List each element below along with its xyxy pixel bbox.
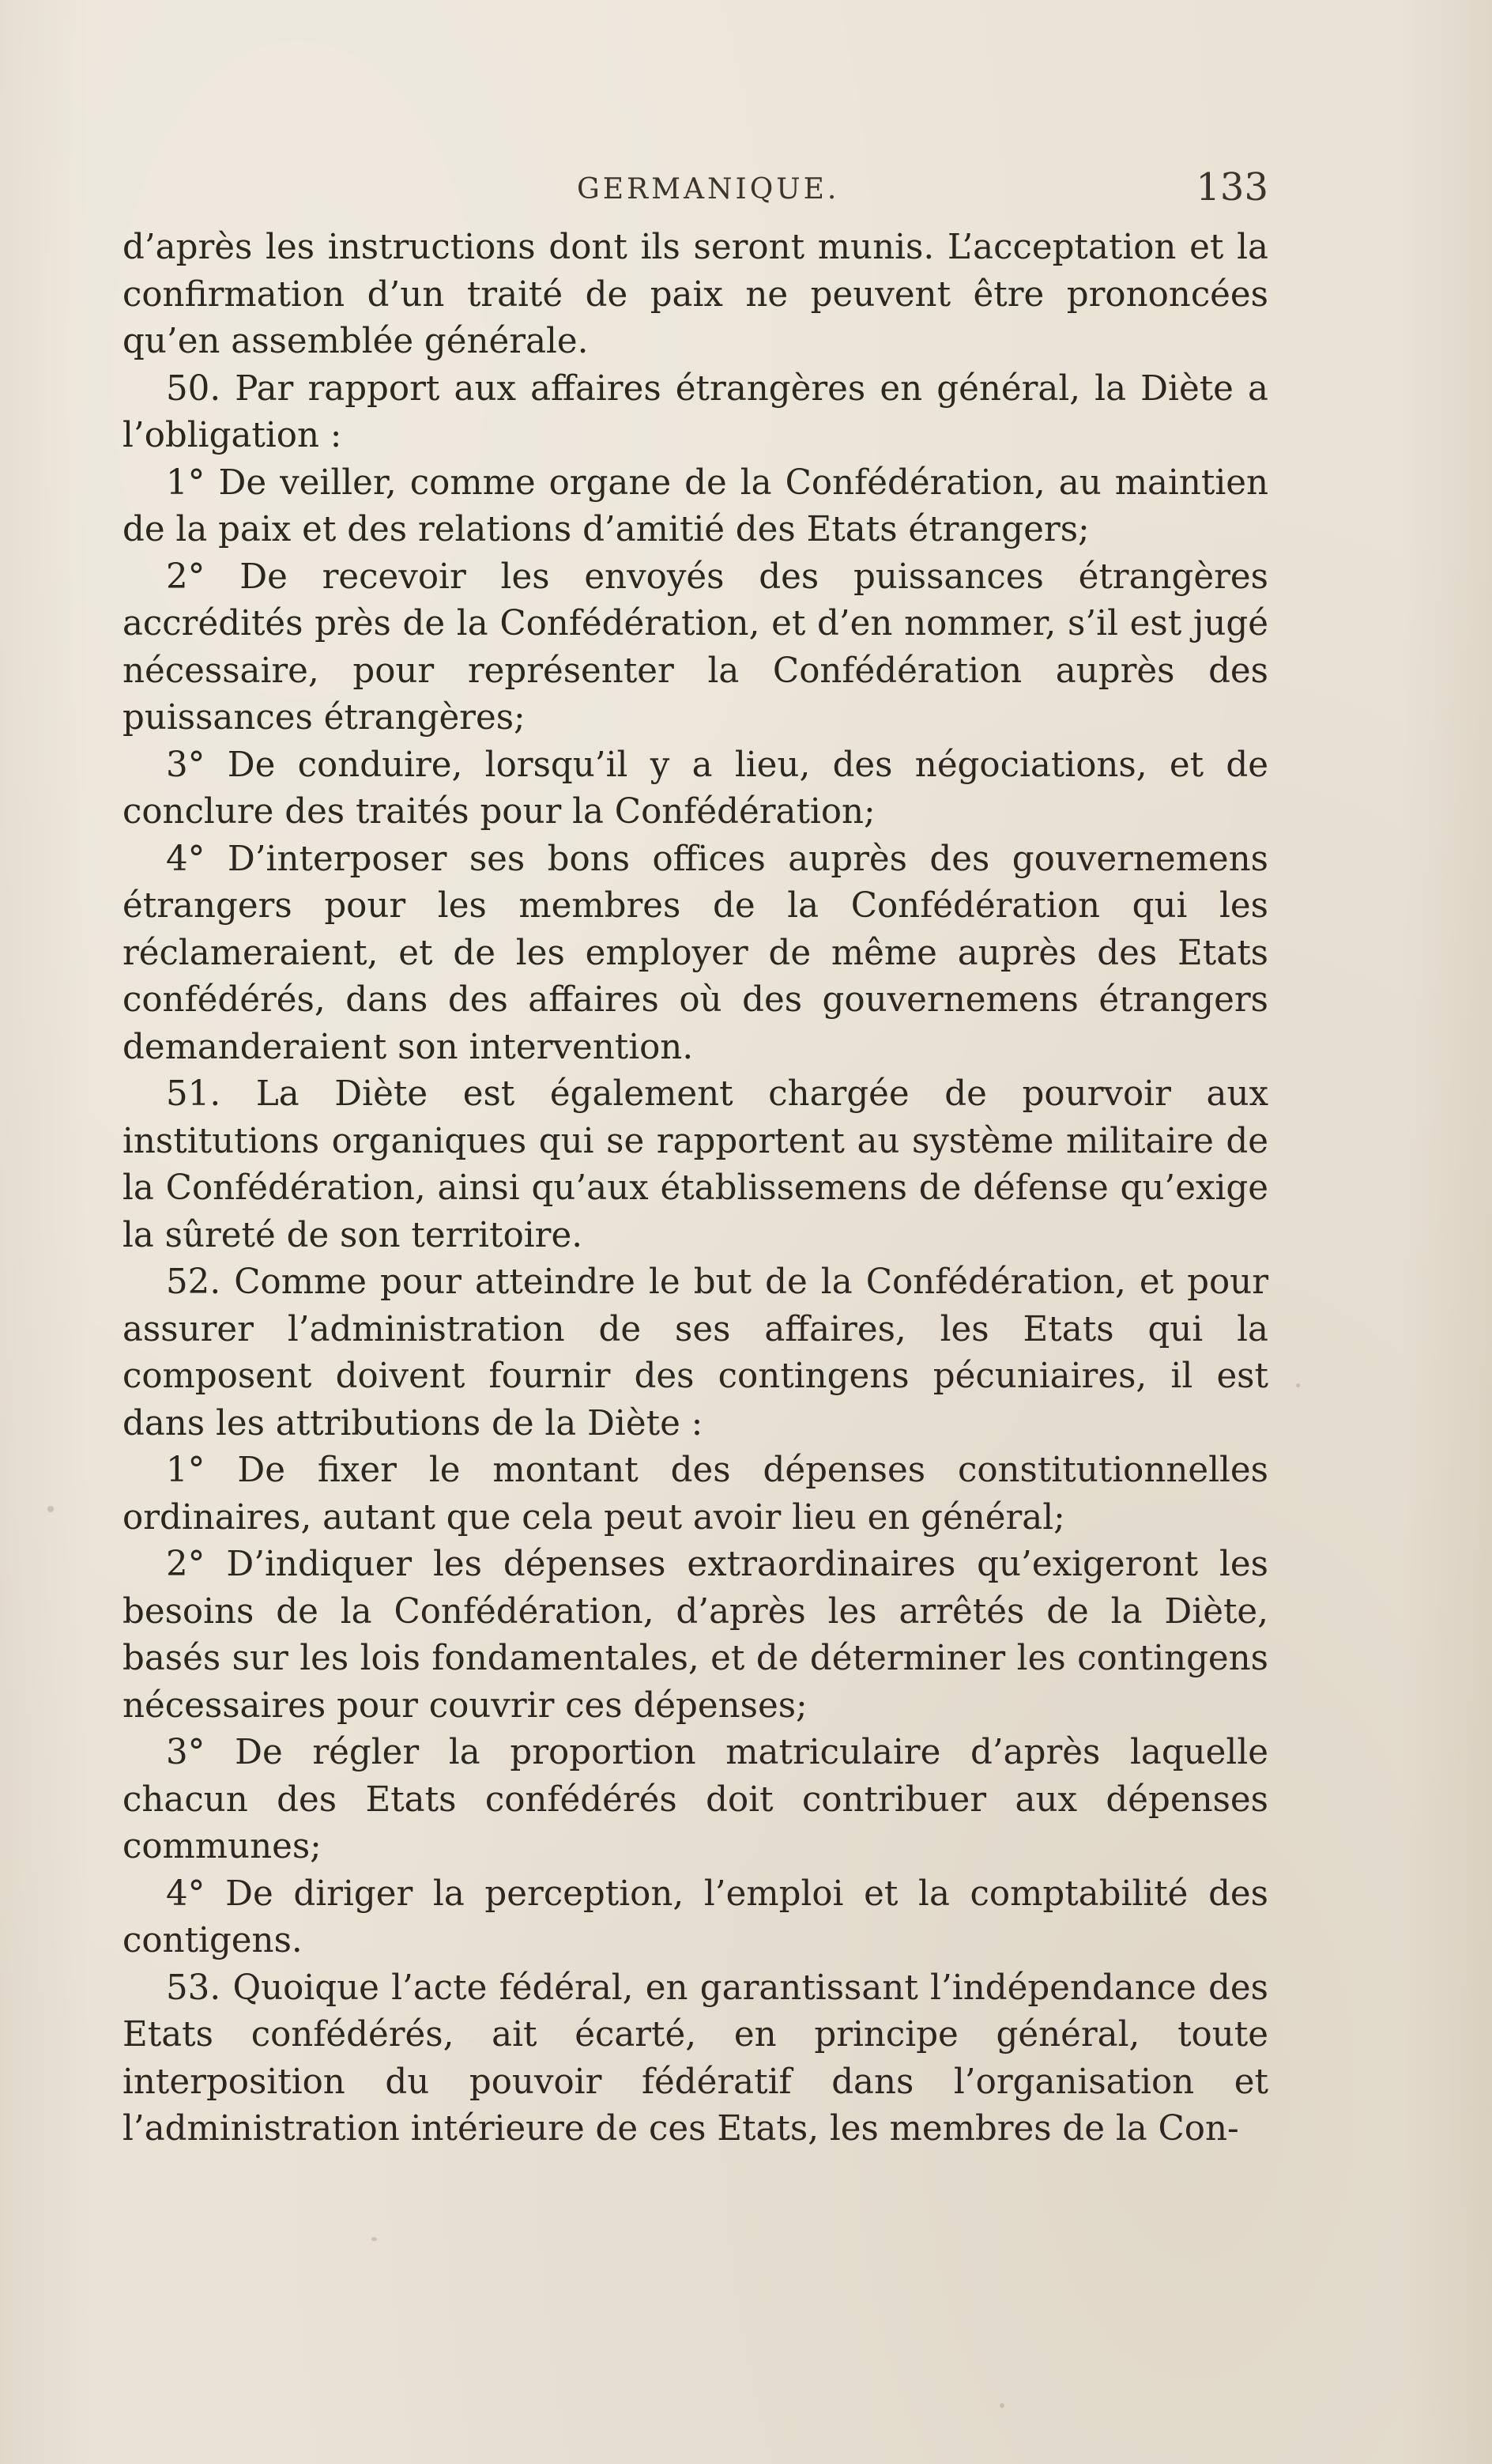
paragraph: 2° D’indiquer les dépenses extraordinaires qu’exigeront les besoins de la Confédération, d’après les arrêtés de la Diète, basés sur les lois fondamentales, et de déterminer les contingens nécessaires pour couvrir ces dépenses;	[122, 1545, 1268, 1726]
paragraph: 4° D’interposer ses bons offices auprès des gouvernemens étrangers pour les membres de la Confédération qui les réclameraient, et de les employer de même auprès des Etats confédérés, dans des affaires où des gouvernemens étrangers demanderaient son intervention.	[122, 839, 1268, 1067]
running-head	[122, 165, 1268, 217]
paragraph: 52. Comme pour atteindre le but de la Confédération, et pour assurer l’administration de ses affaires, les Etats qui la composent doivent fournir des contingens pécuniaires, il est dans les attributions de la Diète :	[122, 1262, 1268, 1443]
paper-spot	[371, 2237, 377, 2241]
paragraph: 2° De recevoir les envoyés des puissances étrangères accrédités près de la Confédération, et d’en nommer, s’il est jugé nécessaire, pour représenter la Confédération auprès des puissances étrangères;	[122, 557, 1268, 738]
paper-spot	[1000, 2403, 1004, 2408]
paragraph: 51. La Diète est également chargée de pourvoir aux institutions organiques qui se rapportent au système militaire de la Confédération, ainsi qu’aux établissemens de défense qu’exige la sûreté de son territoire.	[122, 1074, 1268, 1255]
paragraph: 3° De régler la proportion matriculaire d’après laquelle chacun des Etats confédérés doit contribuer aux dépenses communes;	[122, 1733, 1268, 1866]
page-number: 133	[1196, 165, 1268, 209]
paragraph: 1° De fixer le montant des dépenses constitutionnelles ordinaires, autant que cela peut avoir lieu en général;	[122, 1451, 1268, 1538]
paragraph: 3° De conduire, lorsqu’il y a lieu, des négociations, et de conclure des traités pour la Confédération;	[122, 745, 1268, 832]
paragraph: 1° De veiller, comme organe de la Confédération, au maintien de la paix et des relations d’amitié des Etats étrangers;	[122, 462, 1268, 549]
paper-spot	[47, 1506, 54, 1512]
paragraph: 53. Quoique l’acte fédéral, en garantissant l’indépendance des Etats confédérés, ait écarté, en principe général, toute interposition du pouvoir fédératif dans l’organisation et l’administration intérieure de ces Etats, les membres de la Con-	[122, 1968, 1268, 2149]
paper-spot	[1296, 1383, 1300, 1387]
body-text	[122, 225, 1268, 2153]
paragraph: 4° De diriger la perception, l’emploi et la comptabilité des contigens.	[122, 1873, 1268, 1960]
running-title: GERMANIQUE.	[577, 173, 840, 206]
paragraph: d’après les instructions dont ils seront munis. L’acceptation et la confirmation d’un traité de paix ne peuvent être prononcées qu’en assemblée générale.	[122, 228, 1268, 361]
paragraph: 50. Par rapport aux affaires étrangères en général, la Diète a l’obligation :	[122, 368, 1268, 455]
